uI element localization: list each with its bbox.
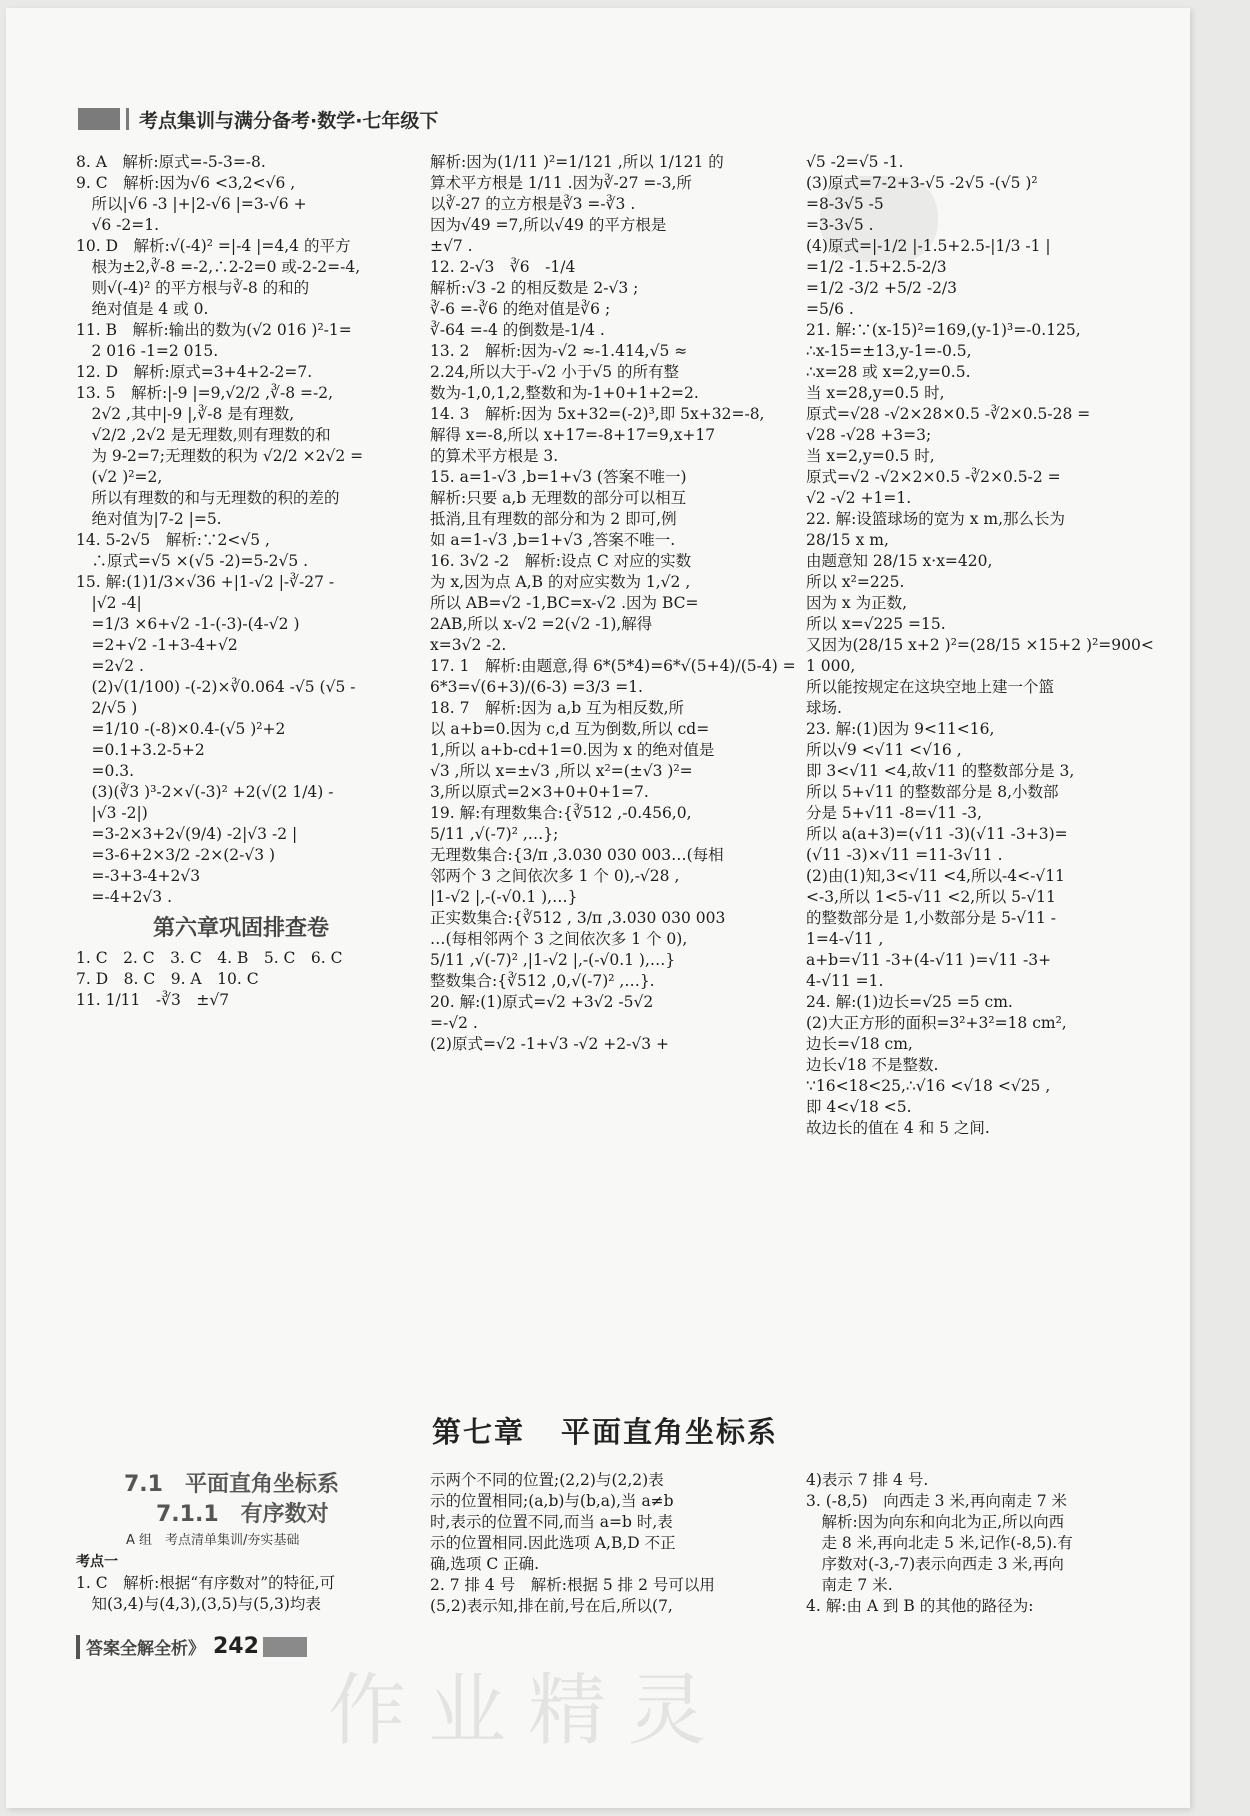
answer-line: 2/√5 ) (76, 699, 138, 717)
column-2-lines (430, 152, 796, 1055)
answer-line: (2)大正方形的面积=3²+3²=18 cm², (806, 1014, 1067, 1032)
answer-line: 22. 解:设篮球场的宽为 x m,那么长为 (806, 510, 1066, 528)
answer-line: 球场. (806, 699, 842, 717)
answer-line: (2)原式=√2 -1+√3 -√2 +2-√3 + (430, 1035, 670, 1053)
answer-line: 算术平方根是 1/11 .因为∛-27 =-3,所 (430, 174, 692, 192)
answer-line: ∴x=28 或 x=2,y=0.5. (806, 363, 971, 381)
answer-line: =8-3√5 -5 (806, 195, 884, 213)
answer-line: =3-2×3+2√(9/4) -2|√3 -2 | (76, 825, 298, 843)
answer-line: (2)由(1)知,3<√11 <4,所以-4<-√11 (806, 867, 1065, 885)
answer-line: 原式=√28 -√2×28×0.5 -∛2×0.5-28 = (806, 405, 1091, 423)
answer-line: 所以 x=√225 =15. (806, 615, 946, 633)
answer-line: (4)原式=|-1/2 |-1.5+2.5-|1/3 -1 | (806, 237, 1051, 255)
footer-label: 答案全解全析 (86, 1639, 188, 1659)
answer-line: ∴原式=√5 ×(√5 -2)=5-2√5 . (76, 552, 309, 570)
answer-line: 3. (-8,5) 向西走 3 米,再向南走 7 米 (806, 1492, 1068, 1510)
answer-line: 正实数集合:{∛512 , 3/π ,3.030 030 003 (430, 909, 726, 927)
answer-line: 绝对值为|7-2 |=5. (76, 510, 222, 528)
answer-line: 14. 5-2√5 解析:∵2<√5 , (76, 531, 270, 549)
answer-line: 因为√49 =7,所以√49 的平方根是 (430, 216, 667, 234)
answer-line: 解析:只要 a,b 无理数的部分可以相互 (430, 489, 687, 507)
answer-line: 1 000, (806, 657, 856, 675)
answer-line: 16. 3√2 -2 解析:设点 C 对应的实数 (430, 552, 692, 570)
answer-line: √5 -2=√5 -1. (806, 153, 904, 171)
answer-line: |1-√2 |,-(-√0.1 ),…} (430, 888, 578, 906)
answer-line: 时,表示的位置不同,而当 a=b 时,表 (430, 1513, 673, 1531)
answer-line: √2 -√2 +1=1. (806, 489, 912, 507)
answer-line: 8. A 解析:原式=-5-3=-8. (76, 153, 266, 171)
answer-line: 14. 3 解析:因为 5x+32=(-2)³,即 5x+32=-8, (430, 405, 765, 423)
answer-column-3 (806, 152, 1154, 1139)
answer-line: 2√2 ,其中|-9 |,∛-8 是有理数, (76, 405, 295, 423)
answer-line: 11. 1/11 -∛3 ±√7 (76, 991, 230, 1009)
review-answers (76, 948, 406, 1011)
page-number: 242 (213, 1634, 259, 1659)
header-separator (126, 108, 129, 130)
answer-line: <-3,所以 1<5-√11 <2,所以 5-√11 (806, 888, 1056, 906)
answer-line: √28 -√28 +3=3; (806, 426, 932, 444)
answer-line: 分是 5+√11 -8=√11 -3, (806, 804, 982, 822)
footer-bar (76, 1635, 80, 1659)
answer-line: ∛-6 =-∛6 的绝对值是∛6 ; (430, 300, 611, 318)
answer-line: 以∛-27 的立方根是∛3 =-∛3 . (430, 195, 636, 213)
answer-line: 13. 5 解析:|-9 |=9,√2/2 ,∛-8 =-2, (76, 384, 333, 402)
answer-line: 1,所以 a+b-cd+1=0.因为 x 的绝对值是 (430, 741, 715, 759)
answer-line: √2/2 ,2√2 是无理数,则有理数的和 (76, 426, 331, 444)
answer-line: 边长√18 不是整数. (806, 1056, 939, 1074)
answer-line: =3-3√5 . (806, 216, 874, 234)
answer-line: (3)(∛3 )³-2×√(-3)² +2(√(2 1/4) - (76, 783, 334, 801)
answer-line: ∵16<18<25,∴√16 <√18 <√25 , (806, 1077, 1051, 1095)
answer-line: 1. C 解析:根据“有序数对”的特征,可 (76, 1574, 336, 1592)
answer-line: 5/11 ,√(-7)² ,…}; (430, 825, 559, 843)
answer-line: 4. 解:由 A 到 B 的其他的路径为: (806, 1597, 1034, 1615)
answer-line: (2)√(1/100) -(-2)×∛0.064 -√5 (√5 - (76, 678, 356, 696)
answer-line: 即 4<√18 <5. (806, 1098, 912, 1116)
answer-line: 5/11 ,√(-7)² ,|1-√2 |,-(-√0.1 ),…} (430, 951, 676, 969)
answer-line: 边长=√18 cm, (806, 1035, 913, 1053)
answer-line: 24. 解:(1)边长=√25 =5 cm. (806, 993, 1013, 1011)
chapter-heading (432, 1410, 778, 1451)
answer-line: 无理数集合:{3/π ,3.030 030 003…(每相 (430, 846, 724, 864)
answer-line: 为 9-2=7;无理数的积为 √2/2 ×2√2 = (76, 447, 364, 465)
answer-line: 12. D 解析:原式=3+4+2-2=7. (76, 363, 313, 381)
answer-line: =3-6+2×3/2 -2×(2-√3 ) (76, 846, 276, 864)
answer-line: √3 ,所以 x=±√3 ,所以 x²=(±√3 )²= (430, 762, 693, 780)
answer-line: 当 x=2,y=0.5 时, (806, 447, 935, 465)
answer-line: ∛-64 =-4 的倒数是-1/4 . (430, 321, 605, 339)
answer-line: 11. B 解析:输出的数为(√2 016 )²-1= (76, 321, 352, 339)
answer-column-2 (430, 152, 796, 1055)
review-title: 第六章巩固排查卷 (152, 916, 329, 941)
answer-line: 2. 7 排 4 号 解析:根据 5 排 2 号可以用 (430, 1576, 715, 1594)
chapter-name: 平面直角坐标系 (561, 1415, 779, 1449)
section-title: 7.1 平面直角坐标系 (124, 1472, 339, 1497)
answer-line: 南走 7 米. (806, 1576, 893, 1594)
answer-line: (√11 -3)×√11 =11-3√11 . (806, 846, 1003, 864)
answer-line: ∴x-15=±13,y-1=-0.5, (806, 342, 972, 360)
answer-line: =5/6 . (806, 300, 854, 318)
answer-line: 如 a=1-√3 ,b=1+√3 ,答案不唯一. (430, 531, 676, 549)
answer-line: 确,选项 C 正确. (430, 1555, 540, 1573)
answer-line: =-3+3-4+2√3 (76, 867, 201, 885)
answer-line: 知(3,4)与(4,3),(3,5)与(5,3)均表 (76, 1595, 321, 1613)
answer-line: 23. 解:(1)因为 9<11<16, (806, 720, 995, 738)
answer-line: =0.1+3.2-5+2 (76, 741, 205, 759)
answer-line: 1. C 2. C 3. C 4. B 5. C 6. C (76, 949, 343, 967)
answer-line: 所以|√6 -3 |+|2-√6 |=3-√6 + (76, 195, 307, 213)
answer-line: …(每相邻两个 3 之间依次多 1 个 0), (430, 930, 688, 948)
answer-line: 则√(-4)² 的平方根与∛-8 的和的 (76, 279, 310, 297)
header-block (78, 108, 120, 130)
group-label: A 组 考点清单集训/夯实基础 (126, 1533, 300, 1548)
answer-line: 解析:因为向东和向北为正,所以向西 (806, 1513, 1065, 1531)
answer-line: √6 -2=1. (76, 216, 160, 234)
lower-column-1-lines (76, 1573, 406, 1615)
answer-line: 19. 解:有理数集合:{∛512 ,-0.456,0, (430, 804, 692, 822)
column-1-lines (76, 152, 406, 908)
answer-line: 故边长的值在 4 和 5 之间. (806, 1119, 990, 1137)
page-header (78, 104, 438, 134)
answer-line: 3,所以原式=2×3+0+0+1=7. (430, 783, 649, 801)
answer-line: 12. 2-√3 ∛6 -1/4 (430, 258, 576, 276)
answer-line: 17. 1 解析:由题意,得 6*(5*4)=6*√(5+4)/(5-4) = (430, 657, 796, 675)
answer-line: 解析:因为(1/11 )²=1/121 ,所以 1/121 的 (430, 153, 724, 171)
answer-line: 13. 2 解析:因为-√2 ≈-1.414,√5 ≈ (430, 342, 688, 360)
answer-line: 走 8 米,再向北走 5 米,记作(-8,5).有 (806, 1534, 1073, 1552)
answer-line: 当 x=28,y=0.5 时, (806, 384, 945, 402)
answer-line: 20. 解:(1)原式=√2 +3√2 -5√2 (430, 993, 654, 1011)
answer-line: 所以能按规定在这块空地上建一个篮 (806, 678, 1055, 696)
answer-line: 1=4-√11 , (806, 930, 884, 948)
answer-line: 2AB,所以 x-√2 =2(√2 -1),解得 (430, 615, 653, 633)
answer-line: 示两个不同的位置;(2,2)与(2,2)表 (430, 1471, 664, 1489)
answer-line: 2.24,所以大于-√2 小于√5 的所有整 (430, 363, 680, 381)
answer-line: 因为 x 为正数, (806, 594, 908, 612)
answer-line: ±√7 . (430, 237, 473, 255)
answer-line: 抵消,且有理数的部分和为 2 即可,例 (430, 510, 677, 528)
answer-line: 序数对(-3,-7)表示向西走 3 米,再向 (806, 1555, 1064, 1573)
answer-line: 所以 AB=√2 -1,BC=x-√2 .因为 BC= (430, 594, 699, 612)
point-label: 考点一 (76, 1554, 118, 1570)
answer-line: 邻两个 3 之间依次多 1 个 0),-√28 , (430, 867, 680, 885)
answer-line: |√2 -4| (76, 594, 142, 612)
answer-line: 2 016 -1=2 015. (76, 342, 219, 360)
answer-line: =-√2 . (430, 1014, 478, 1032)
answer-line: 10. D 解析:√(-4)² =|-4 |=4,4 的平方 (76, 237, 351, 255)
answer-line: 所以有理数的和与无理数的积的差的 (76, 489, 340, 507)
answer-line: 18. 7 解析:因为 a,b 互为相反数,所 (430, 699, 685, 717)
answer-line: 21. 解:∵(x-15)²=169,(y-1)³=-0.125, (806, 321, 1081, 339)
answer-line: (3)原式=7-2+3-√5 -2√5 -(√5 )² (806, 174, 1038, 192)
chapter-number: 第七章 (432, 1415, 526, 1449)
answer-line: (5,2)表示知,排在前,号在后,所以(7, (430, 1597, 673, 1615)
answer-line: 绝对值是 4 或 0. (76, 300, 209, 318)
answer-line: 28/15 x m, (806, 531, 889, 549)
answer-line: |√3 -2|) (76, 804, 148, 822)
answer-line: 为 x,因为点 A,B 的对应实数为 1,√2 , (430, 573, 691, 591)
book-title: 考点集训与满分备考·数学·七年级下 (139, 109, 439, 132)
answer-line: 4-√11 =1. (806, 972, 884, 990)
lower-column-2 (430, 1470, 770, 1617)
lower-column-1 (76, 1470, 406, 1615)
answer-line: 示的位置相同.因此选项 A,B,D 不正 (430, 1534, 676, 1552)
answer-line: a+b=√11 -3+(4-√11 )=√11 -3+ (806, 951, 1052, 969)
column-3-lines (806, 152, 1154, 1139)
answer-line: 所以√9 <√11 <√16 , (806, 741, 962, 759)
answer-line: 即 3<√11 <4,故√11 的整数部分是 3, (806, 762, 1075, 780)
answer-line: 根为±2,∛-8 =-2,∴2-2=0 或-2-2=-4, (76, 258, 361, 276)
lower-column-3-lines (806, 1470, 1146, 1617)
page-footer (76, 1634, 307, 1659)
answer-line: =2√2 . (76, 657, 144, 675)
answer-line: 的算术平方根是 3. (430, 447, 559, 465)
subsection-title: 7.1.1 有序数对 (156, 1502, 329, 1527)
footer-block (263, 1637, 307, 1657)
answer-line: =-4+2√3 . (76, 888, 173, 906)
watermark: 作业精灵 (328, 1666, 729, 1756)
answer-line: =2+√2 -1+3-4+√2 (76, 636, 238, 654)
answer-line: 9. C 解析:因为√6 <3,2<√6 , (76, 174, 296, 192)
answer-line: =1/3 ×6+√2 -1-(-3)-(4-√2 ) (76, 615, 300, 633)
lower-column-3 (806, 1470, 1146, 1617)
answer-line: 7. D 8. C 9. A 10. C (76, 970, 259, 988)
answer-line: =1/10 -(-8)×0.4-(√5 )²+2 (76, 720, 286, 738)
footer-arrows: 》 (188, 1639, 205, 1659)
answer-line: (√2 )²=2, (76, 468, 163, 486)
answer-line: 4)表示 7 排 4 号. (806, 1471, 929, 1489)
answer-line: 整数集合:{∛512 ,0,√(-7)² ,…}. (430, 972, 655, 990)
answer-line: 由题意知 28/15 x·x=420, (806, 552, 993, 570)
answer-line: 15. a=1-√3 ,b=1+√3 (答案不唯一) (430, 468, 687, 486)
answer-line: 又因为(28/15 x+2 )²=(28/15 ×15+2 )²=900< (806, 636, 1154, 654)
answer-line: 所以 a(a+3)=(√11 -3)(√11 -3+3)= (806, 825, 1068, 843)
answer-line: x=3√2 -2. (430, 636, 507, 654)
answer-line: 原式=√2 -√2×2×0.5 -∛2×0.5-2 = (806, 468, 1061, 486)
answer-line: 示的位置相同;(a,b)与(b,a),当 a≠b (430, 1492, 674, 1510)
answer-line: 15. 解:(1)1/3×√36 +|1-√2 |-∛-27 - (76, 573, 335, 591)
answer-line: 的整数部分是 1,小数部分是 5-√11 - (806, 909, 1057, 927)
answer-line: 6*3=√(6+3)/(6-3) =3/3 =1. (430, 678, 643, 696)
answer-line: 以 a+b=0.因为 c,d 互为倒数,所以 cd= (430, 720, 710, 738)
answer-line: 所以 x²=225. (806, 573, 905, 591)
answer-column-1 (76, 152, 406, 1011)
lower-column-2-lines (430, 1470, 770, 1617)
answer-line: 数为-1,0,1,2,整数和为-1+0+1+2=2. (430, 384, 699, 402)
answer-line: 解得 x=-8,所以 x+17=-8+17=9,x+17 (430, 426, 716, 444)
answer-line: 所以 5+√11 的整数部分是 8,小数部 (806, 783, 1059, 801)
answer-line: 解析:√3 -2 的相反数是 2-√3 ; (430, 279, 639, 297)
answer-line: =1/2 -3/2 +5/2 -2/3 (806, 279, 958, 297)
answer-line: =0.3. (76, 762, 135, 780)
answer-line: =1/2 -1.5+2.5-2/3 (806, 258, 947, 276)
